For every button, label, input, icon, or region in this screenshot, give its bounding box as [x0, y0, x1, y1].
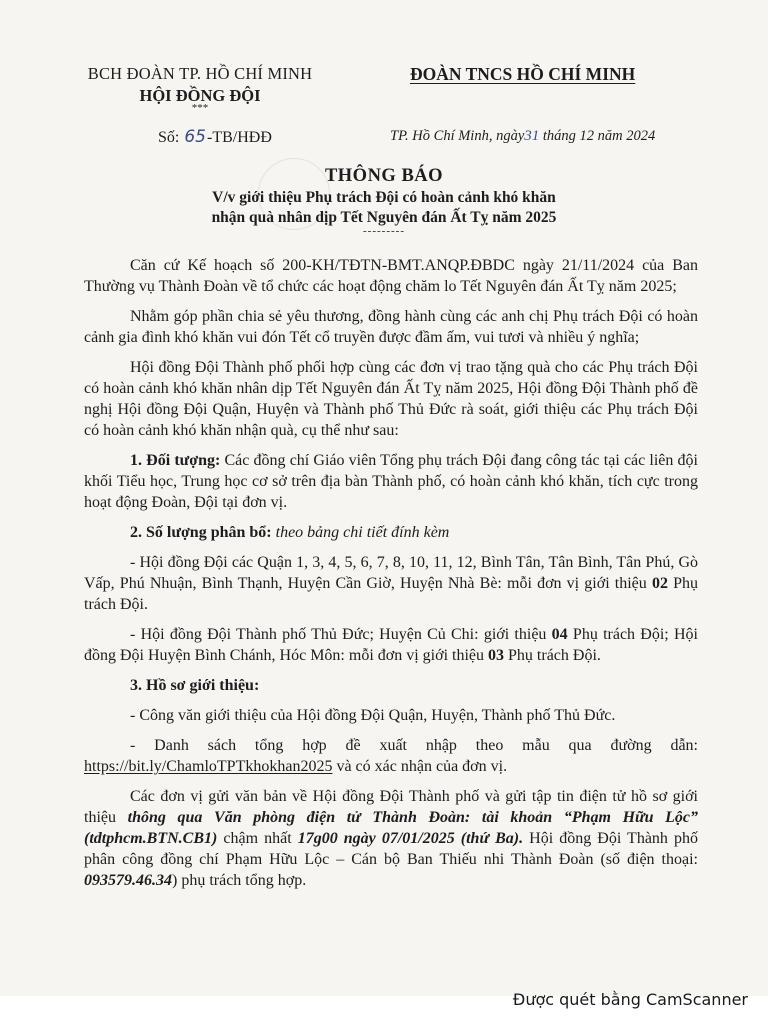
submission-text-2: chậm nhất [217, 830, 298, 847]
section-dossier-heading: 3. Hồ sơ giới thiệu: [130, 677, 260, 694]
document-body [84, 255, 698, 900]
form-link[interactable]: https://bit.ly/ChamloTPTkhokhan2025 [84, 758, 333, 775]
issuer-line1: BCH ĐOÀN TP. HỒ CHÍ MINH [87, 64, 313, 83]
submission-phone: 093579.46.34 [84, 872, 172, 889]
section-allocation-heading: 2. Số lượng phân bổ: [130, 524, 272, 541]
title-block [0, 166, 768, 237]
doc-title: THÔNG BÁO [324, 166, 444, 186]
scanner-watermark: Được quét bằng CamScanner [512, 990, 748, 1009]
dossier-item-2-text: - Danh sách tổng hợp đề xuất nhập theo mẫu qua đường dẫn: [130, 737, 698, 754]
section-dossier [84, 675, 698, 696]
allocation-item-1-count: 02 [651, 575, 668, 592]
paragraph-purpose: Nhằm góp phần chia sẻ yêu thương, đồng hành cùng các anh chị Phụ trách Đội có hoàn cảnh gia đình khó khăn vui đón Tết cổ truyền được đầm ấm, vui tươi và nhiều ý nghĩa; [84, 308, 698, 346]
allocation-item-2-count: 04 [551, 626, 568, 643]
date-day-handwritten: 31 [524, 128, 540, 144]
allocation-item-1-end: Phụ trách Đội. [84, 575, 698, 613]
doc-subject-line2: nhận quà nhân dịp Tết Nguyên đán Ất Tỵ năm 2025 [211, 209, 557, 226]
section-subjects [84, 450, 698, 513]
document-date [390, 128, 655, 145]
allocation-item-1 [84, 552, 698, 615]
allocation-item-2-end: Phụ trách Đội. [504, 647, 601, 664]
submission-account: thông qua Văn phòng điện tử Thành Đoàn: tài khoản “Phạm Hữu Lộc” (tdtphcm.BTN.CB1) [84, 809, 698, 847]
date-prefix: TP. Hồ Chí Minh, ngày [390, 128, 525, 144]
paragraph-submission [84, 786, 698, 891]
date-suffix: tháng 12 năm 2024 [542, 128, 656, 144]
dossier-item-2 [84, 735, 698, 777]
submission-text-3: Hội đồng Đội Thành phố phân công đồng chí Phạm Hữu Lộc – Cán bộ Ban Thiếu nhi Thành Đoàn (số điện thoại: [84, 830, 698, 868]
issuer-block [70, 64, 330, 112]
allocation-item-2-mid: Phụ trách Đội; Hội đồng Đội Huyện Bình Chánh, Hóc Môn: mỗi đơn vị giới thiệu [84, 626, 698, 664]
union-title: ĐOÀN TNCS HỒ CHÍ MINH [410, 64, 636, 84]
section-subjects-text: Các đồng chí Giáo viên Tổng phụ trách Đội đang công tác tại các liên đội khối Tiểu học, Trung học cơ sở trên địa bàn Thành phố, có hoàn cảnh khó khăn, tích cực trong hoạt động Đoàn, Đội tại đơn vị. [84, 452, 699, 511]
dossier-item-2-end: và có xác nhận của đơn vị. [332, 758, 508, 775]
paragraph-request: Hội đồng Đội Thành phố phối hợp cùng các đơn vị trao tặng quà cho các Phụ trách Đội có hoàn cảnh khó khăn nhân dịp Tết Nguyên đán Ất Tỵ năm 2025, Hội đồng Đội Thành phố đề nghị Hội đồng Đội Quận, Huyện và Thành phố Thủ Đức rà soát, giới thiệu các Phụ trách Đội có hoàn cảnh khó khăn nhận quà, cụ thể như sau: [84, 359, 698, 439]
allocation-item-2 [84, 624, 698, 666]
submission-text-1: Các đơn vị gửi văn bản về Hội đồng Đội Thành phố và gửi tập tin điện tử hồ sơ giới thiệu [84, 788, 698, 826]
dossier-item-1: - Công văn giới thiệu của Hội đồng Đội Quận, Huyện, Thành phố Thủ Đức. [130, 707, 616, 724]
issuer-line2: HỘI ĐỒNG ĐỘI [139, 86, 261, 105]
paragraph-basis: Căn cứ Kế hoạch số 200-KH/TĐTN-BMT.ANQP.ĐBDC ngày 21/11/2024 của Ban Thường vụ Thành Đoàn về tổ chức các hoạt động chăm lo Tết Nguyên đán Ất Tỵ năm 2025; [84, 257, 698, 295]
allocation-item-2-text: - Hội đồng Đội Thành phố Thủ Đức; Huyện Củ Chi: giới thiệu [130, 626, 552, 643]
number-prefix: Số: [158, 129, 180, 146]
submission-text-4: ) phụ trách tổng hợp. [172, 872, 307, 889]
number-suffix: -TB/HĐĐ [206, 129, 272, 146]
document-number [158, 127, 272, 147]
section-subjects-heading: 1. Đối tượng: [130, 452, 221, 469]
submission-deadline: 17g00 ngày 07/01/2025 (thứ Ba). [297, 830, 524, 847]
section-allocation [84, 522, 698, 543]
title-divider: --------- [363, 225, 405, 237]
allocation-item-2-count2: 03 [488, 647, 505, 664]
allocation-item-1-text: - Hội đồng Đội các Quận 1, 3, 4, 5, 6, 7, 8, 10, 11, 12, Bình Tân, Tân Bình, Tân Phú, Gò Vấp, Phú Nhuận, Bình Thạnh, Huyện Cần Giờ, Huyện Nhà Bè: mỗi đơn vị giới thiệu [84, 554, 698, 592]
doc-subject-line1: V/v giới thiệu Phụ trách Đội có hoàn cảnh khó khăn [212, 189, 556, 206]
section-allocation-note: theo bảng chi tiết đính kèm [271, 524, 450, 541]
issuer-stars: *** [191, 102, 209, 114]
number-handwritten: 65 [184, 127, 206, 147]
